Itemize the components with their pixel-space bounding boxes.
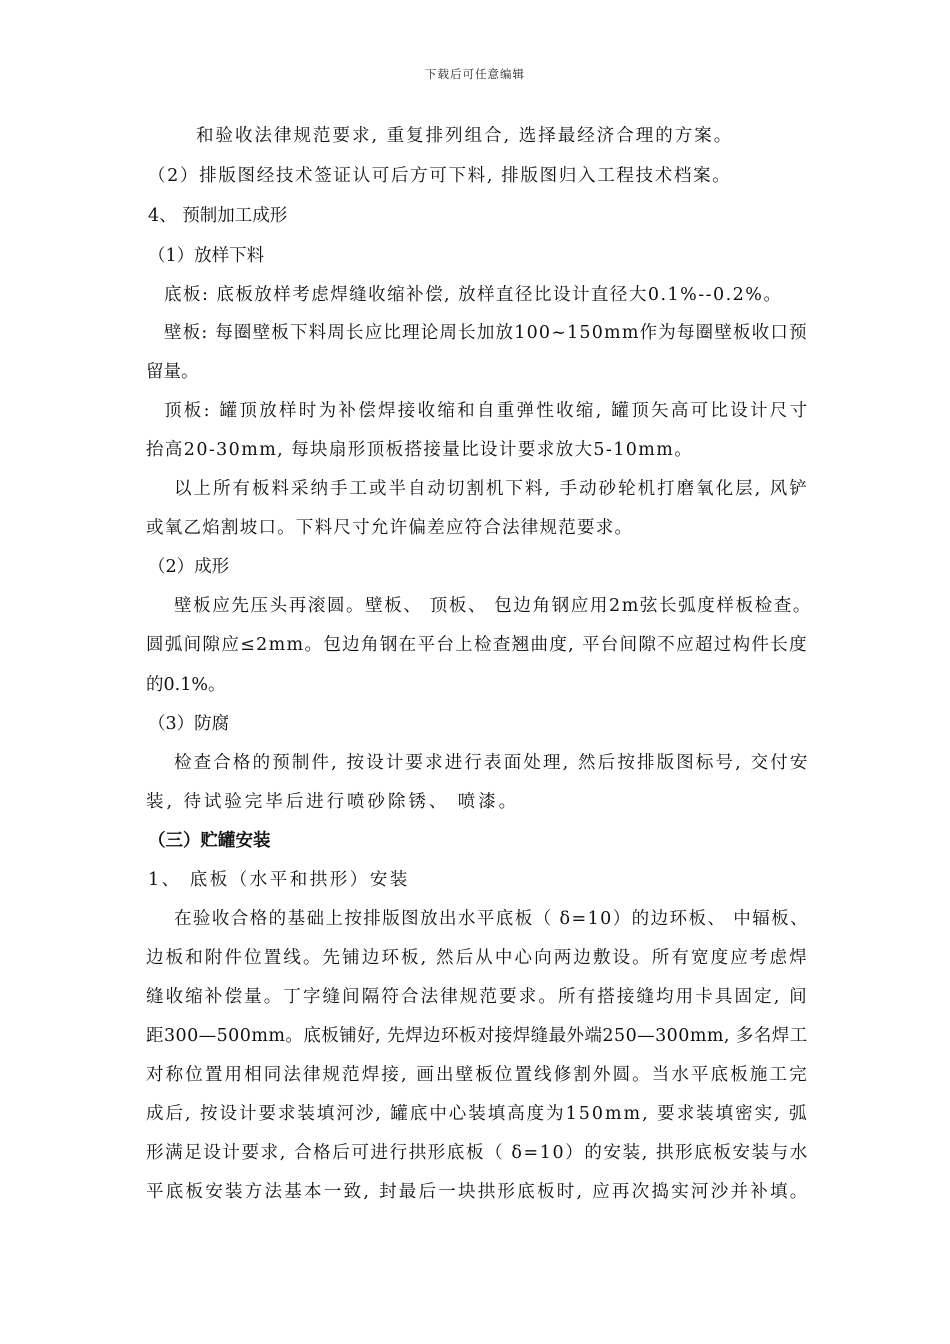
text-line: 以上所有板料采纳手工或半自动切割机下料, 手动砂轮机打磨氧化层, 风铲 — [174, 479, 809, 499]
section-heading: 4、 预制加工成形 — [148, 206, 288, 226]
text-line: 装, 待试验完毕后进行喷砂除锈、 喷漆。 — [146, 792, 520, 812]
text-line: 平底板安装方法基本一致, 封最后一块拱形底板时, 应再次捣实河沙并补填。 — [146, 1182, 810, 1202]
text-line: 边板和附件位置线。先铺边环板, 然后从中心向两边敷设。所有宽度应考虑焊 — [146, 948, 809, 968]
text-line: 圆弧间隙应≤2mm。包边角钢在平台上检查翘曲度, 平台间隙不应超过构件长度 — [146, 635, 808, 655]
text-line: 距300—500mm。底板铺好, 先焊边环板对接焊缝最外端250—300mm, 多名焊工 — [146, 1026, 808, 1046]
text-line: 或氧乙焰割坡口。下料尺寸允许偏差应符合法律规范要求。 — [146, 518, 634, 538]
section-heading: 1、 底板（水平和拱形）安装 — [148, 870, 410, 890]
text-line: （2）排版图经技术签证认可后方可下料, 排版图归入工程技术档案。 — [148, 166, 732, 186]
text-line: 在验收合格的基础上按排版图放出水平底板（ δ=10）的边环板、 中辐板、 — [174, 909, 810, 929]
text-line: 缝收缩补偿量。丁字缝间隔符合法律规范要求。所有搭接缝均用卡具固定, 间 — [146, 987, 809, 1007]
text-line: 成后, 按设计要求装填河沙, 罐底中心装填高度为150mm, 要求装填密实, 弧 — [146, 1104, 809, 1124]
text-line: 对称位置用相同法律规范焊接, 画出壁板位置线修割外圆。当水平底板施工完 — [146, 1065, 809, 1085]
text-line: 顶板: 罐顶放样时为补偿焊接收缩和自重弹性收缩, 罐顶矢高可比设计尺寸 — [164, 401, 810, 421]
text-line: 壁板: 每圈壁板下料周长应比理论周长加放100~150mm作为每圈壁板收口预 — [164, 323, 808, 343]
text-line: 底板: 底板放样考虑焊缝收缩补偿, 放样直径比设计直径大0.1%--0.2%。 — [164, 285, 783, 305]
subsection-heading: （2）成形 — [148, 557, 230, 577]
text-line: 和验收法律规范要求, 重复排列组合, 选择最经济合理的方案。 — [196, 126, 734, 146]
section-heading: （三）贮罐安装 — [148, 831, 271, 851]
subsection-heading: （1）放样下料 — [148, 246, 265, 266]
subsection-heading: （3）防腐 — [148, 714, 230, 734]
text-line: 形满足设计要求, 合格后可进行拱形底板（ δ=10）的安装, 拱形底板安装与水 — [146, 1143, 809, 1163]
page-header: 下载后可任意编辑 — [425, 67, 525, 81]
text-line: 留量。 — [146, 362, 199, 382]
text-line: 壁板应先压头再滚圆。壁板、 顶板、 包边角钢应用2m弦长弧度样板检查。 — [174, 596, 812, 616]
text-line: 抬高20-30mm, 每块扇形顶板搭接量比设计要求放大5-10mm。 — [146, 440, 694, 460]
text-line: 的0.1%。 — [146, 675, 226, 695]
text-line: 检查合格的预制件, 按设计要求进行表面处理, 然后按排版图标号, 交付安 — [174, 753, 810, 773]
